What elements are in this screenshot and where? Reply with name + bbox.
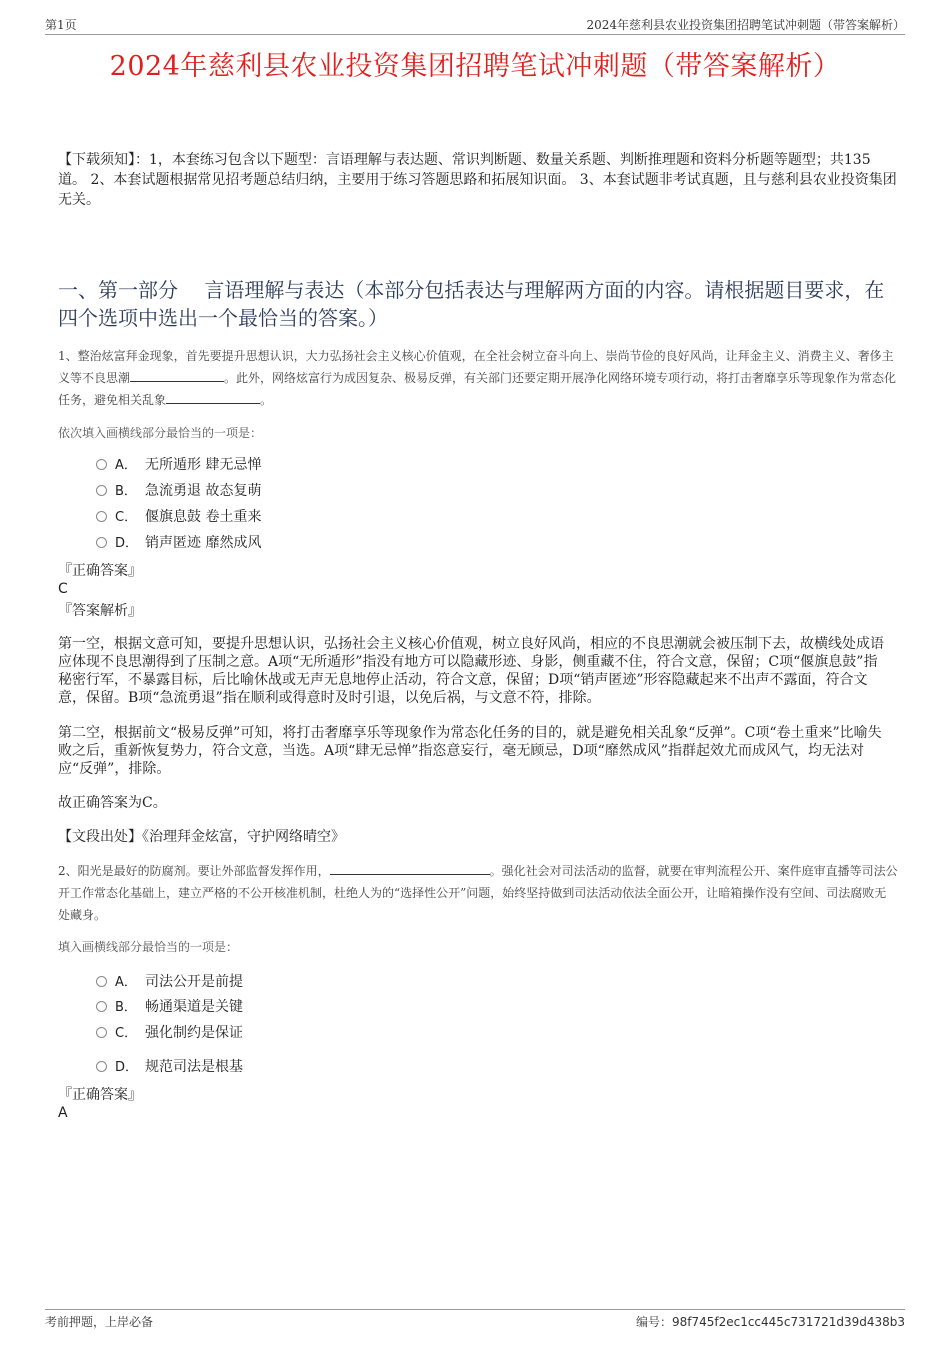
q2-option-c[interactable]: C． 强化制约是保证 xyxy=(96,1023,243,1043)
q1-answer-label: 『正确答案』 xyxy=(58,563,142,579)
q1-option-d[interactable]: D． 销声匿迹 靡然成风 xyxy=(96,533,261,553)
q1-option-b[interactable]: B． 急流勇退 故态复萌 xyxy=(96,481,261,501)
question-1-prompt: 依次填入画横线部分最恰当的一项是： xyxy=(58,426,263,440)
q2-answer-label: 『正确答案』 xyxy=(58,1087,142,1103)
q1-source: 【文段出处】《治理拜金炫富，守护网络晴空》 xyxy=(58,829,345,845)
q1-analysis-label: 『答案解析』 xyxy=(58,603,142,619)
q1-analysis-conclusion: 故正确答案为C。 xyxy=(58,795,167,811)
radio-icon[interactable] xyxy=(96,485,107,496)
section-heading: 一、第一部分 言语理解与表达（本部分包括表达与理解两方面的内容。请根据题目要求，在四个选项中选出一个最恰当的答案。） xyxy=(58,278,885,330)
question-1-stem: 1、整治炫富拜金现象，首先要提升思想认识，大力弘扬社会主义核心价值观，在全社会树立奋斗向上、崇尚节俭的良好风尚，让拜金主义、消费主义、奢侈主义等不良思潮 。此外，网络炫富行为成因复杂、极易反弹，有关部门还要定期开展净化网络环境专项行动，将打击奢靡享乐等现象作为常态化任务，避免相关乱象 。 xyxy=(58,349,897,407)
q2-option-b[interactable]: B． 畅通渠道是关键 xyxy=(96,997,243,1017)
q1-option-a[interactable]: A． 无所遁形 肆无忌惮 xyxy=(96,455,261,475)
page-number: 第1页 xyxy=(45,18,77,32)
radio-icon[interactable] xyxy=(96,537,107,548)
q1-analysis-para-2: 第二空，根据前文“极易反弹”可知，将打击奢靡享乐等现象作为常态化任务的目的，就是避免相关乱象“反弹”。C项“卷土重来”比喻失败之后，重新恢复势力，符合文意，当选。A项“肆无忌惮”指恣意妄行，毫无顾忌，D项“靡然成风”指群起效尤而成风气，均无法对应“反弹”，排除。 xyxy=(58,725,882,777)
q2-option-d[interactable]: D． 规范司法是根基 xyxy=(96,1057,243,1077)
radio-icon[interactable] xyxy=(96,1027,107,1038)
radio-icon[interactable] xyxy=(96,511,107,522)
page-title: 2024年慈利县农业投资集团招聘笔试冲刺题（带答案解析） xyxy=(109,51,841,82)
blank-3 xyxy=(330,862,490,875)
question-2-stem: 2、阳光是最好的防腐剂。要让外部监督发挥作用， 。强化社会对司法活动的监督，就要在审判流程公开、案件庭审直播等司法公开工作常态化基础上，建立严格的不公开核准机制，杜绝人为的“选择性公开”问题，始终坚持做到司法活动依法全面公开，让暗箱操作没有空间、司法腐败无处藏身。 xyxy=(58,864,898,922)
download-notice: 【下载须知】：1，本套练习包含以下题型：言语理解与表达题、常识判断题、数量关系题、判断推理题和资料分析题等题型；共135道。 2、本套试题根据常见招考题总结归纳，主要用于练习答题思路和拓展知识面。 3、本套试题非考试真题，且与慈利县农业投资集团无关。 xyxy=(58,152,897,208)
q2-answer: A xyxy=(58,1105,68,1121)
page-header xyxy=(45,16,905,35)
footer-slogan: 考前押题，上岸必备 xyxy=(45,1315,154,1329)
blank-1 xyxy=(130,369,224,382)
q2-option-a[interactable]: A． 司法公开是前提 xyxy=(96,972,243,992)
footer-code: 编号：98f745f2ec1cc445c731721d39d438b3 xyxy=(635,1315,905,1329)
footer-divider xyxy=(45,1309,905,1310)
question-2-prompt: 填入画横线部分最恰当的一项是： xyxy=(58,940,239,954)
q1-answer: C xyxy=(58,581,68,597)
q1-analysis-para-1: 第一空，根据文意可知，要提升思想认识，弘扬社会主义核心价值观，树立良好风尚，相应的不良思潮就会被压制下去，故横线处成语应体现不良思潮得到了压制之意。A项“无所遁形”指没有地方可以隐藏形迹、身影，侧重藏不住，符合文意，保留；C项“偃旗息鼓”指秘密行军，不暴露目标，后比喻休战或无声无息地停止活动，符合文意，保留；D项“销声匿迹”形容隐藏起来不出声不露面，符合文意，保留。B项“急流勇退”指在顺利或得意时及时引退，以免后祸，与文意不符，排除。 xyxy=(58,636,884,706)
header-doc-title: 2024年慈利县农业投资集团招聘笔试冲刺题（带答案解析） xyxy=(586,18,905,32)
radio-icon[interactable] xyxy=(96,976,107,987)
q1-option-c[interactable]: C． 偃旗息鼓 卷土重来 xyxy=(96,507,261,527)
radio-icon[interactable] xyxy=(96,1061,107,1072)
blank-2 xyxy=(166,391,260,404)
radio-icon[interactable] xyxy=(96,459,107,470)
radio-icon[interactable] xyxy=(96,1001,107,1012)
